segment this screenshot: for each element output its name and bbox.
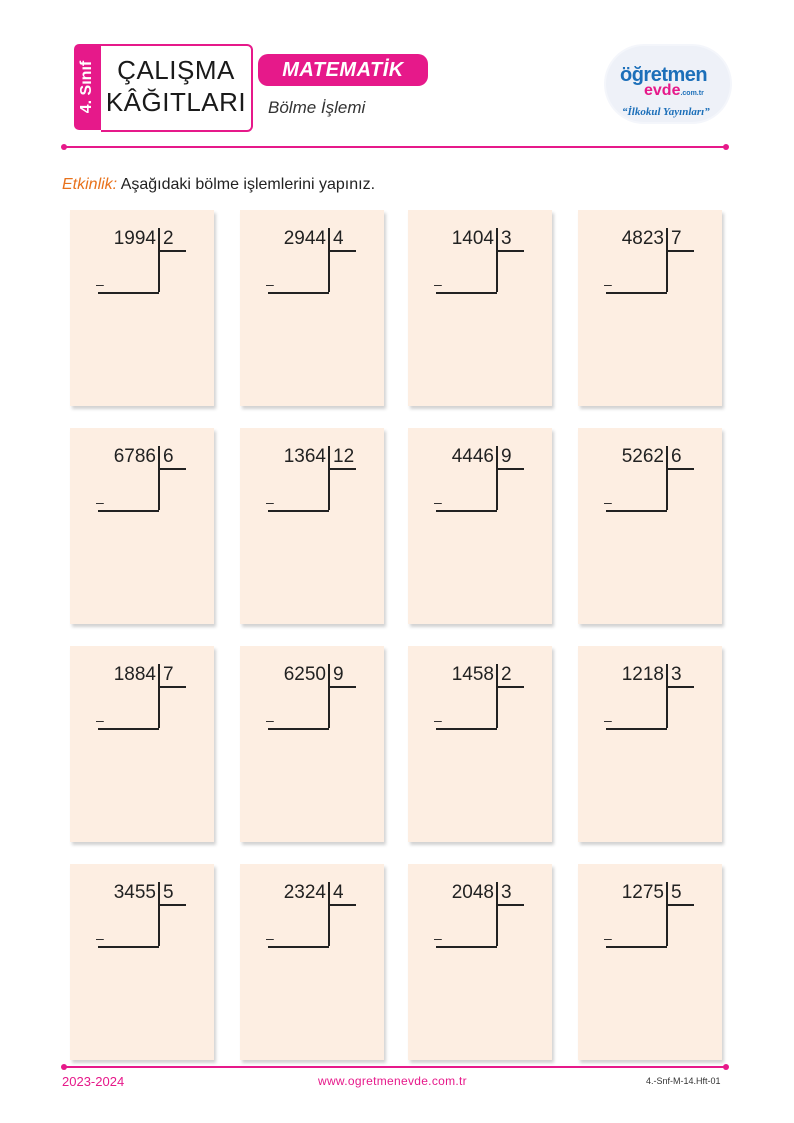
logo-slogan: “İlkokul Yayınları” bbox=[622, 106, 710, 118]
long-division bbox=[408, 864, 552, 964]
subtraction-line bbox=[268, 728, 329, 730]
dividend: 1218 bbox=[621, 664, 664, 685]
quotient-line bbox=[666, 686, 694, 688]
dividend: 1364 bbox=[283, 446, 326, 467]
activity-instruction bbox=[62, 176, 375, 194]
minus-sign: – bbox=[96, 930, 104, 946]
quotient-line bbox=[496, 468, 524, 470]
long-division bbox=[578, 428, 722, 528]
minus-sign: – bbox=[604, 494, 612, 510]
division-vertical-line bbox=[158, 882, 160, 946]
title-line-1: ÇALIŞMA bbox=[117, 55, 235, 85]
division-vertical-line bbox=[666, 882, 668, 946]
quotient-line bbox=[328, 250, 356, 252]
footer-divider bbox=[64, 1066, 726, 1068]
activity-text: Aşağıdaki bölme işlemlerini yapınız. bbox=[120, 176, 376, 193]
divisor: 3 bbox=[671, 664, 682, 685]
worksheet-title bbox=[101, 44, 253, 132]
long-division bbox=[578, 646, 722, 746]
logo-brand-suffix: .com.tr bbox=[680, 90, 704, 97]
subtraction-line bbox=[98, 728, 159, 730]
long-division bbox=[70, 646, 214, 746]
minus-sign: – bbox=[96, 276, 104, 292]
quotient-line bbox=[158, 904, 186, 906]
divisor: 4 bbox=[333, 228, 344, 249]
quotient-line bbox=[328, 904, 356, 906]
long-division bbox=[240, 210, 384, 310]
quotient-line bbox=[666, 904, 694, 906]
minus-sign: – bbox=[604, 276, 612, 292]
divisor: 3 bbox=[501, 882, 512, 903]
minus-sign: – bbox=[604, 712, 612, 728]
title-line-2: KÂĞITLARI bbox=[105, 87, 247, 117]
minus-sign: – bbox=[266, 494, 274, 510]
dividend: 5262 bbox=[621, 446, 664, 467]
minus-sign: – bbox=[434, 712, 442, 728]
subtraction-line bbox=[98, 510, 159, 512]
dividend: 6786 bbox=[113, 446, 156, 467]
divisor: 7 bbox=[163, 664, 174, 685]
quotient-line bbox=[328, 686, 356, 688]
divisor: 12 bbox=[333, 446, 355, 467]
division-vertical-line bbox=[496, 882, 498, 946]
minus-sign: – bbox=[434, 930, 442, 946]
long-division bbox=[578, 864, 722, 964]
divisor: 9 bbox=[501, 446, 512, 467]
grade-label: 4. Sınıf bbox=[78, 60, 96, 114]
header-divider bbox=[64, 146, 726, 148]
quotient-line bbox=[158, 468, 186, 470]
logo-brand-top: öğretmen bbox=[620, 64, 708, 86]
footer-code: 4.-Snf-M-14.Hft-01 bbox=[646, 1076, 721, 1086]
minus-sign: – bbox=[434, 494, 442, 510]
long-division bbox=[408, 210, 552, 310]
divisor: 2 bbox=[163, 228, 174, 249]
dividend: 4823 bbox=[621, 228, 664, 249]
quotient-line bbox=[496, 250, 524, 252]
long-division bbox=[408, 428, 552, 528]
minus-sign: – bbox=[266, 712, 274, 728]
footer-url: www.ogretmenevde.com.tr bbox=[318, 1074, 467, 1088]
logo-brand-bottom-text: evde bbox=[644, 82, 681, 99]
subject-badge: MATEMATİK bbox=[258, 54, 428, 86]
subtraction-line bbox=[436, 292, 497, 294]
subtraction-line bbox=[606, 292, 667, 294]
division-problem-card bbox=[240, 864, 384, 1060]
logo-brand-bottom bbox=[644, 82, 704, 100]
quotient-line bbox=[666, 250, 694, 252]
publisher-logo bbox=[606, 46, 730, 128]
dividend: 1994 bbox=[113, 228, 156, 249]
division-vertical-line bbox=[328, 664, 330, 728]
subtraction-line bbox=[436, 946, 497, 948]
long-division bbox=[70, 864, 214, 964]
long-division bbox=[240, 646, 384, 746]
division-problem-card bbox=[70, 864, 214, 1060]
quotient-line bbox=[328, 468, 356, 470]
long-division bbox=[578, 210, 722, 310]
divisor: 6 bbox=[671, 446, 682, 467]
long-division bbox=[70, 428, 214, 528]
minus-sign: – bbox=[604, 930, 612, 946]
division-vertical-line bbox=[666, 228, 668, 292]
quotient-line bbox=[158, 250, 186, 252]
dividend: 3455 bbox=[113, 882, 156, 903]
minus-sign: – bbox=[96, 494, 104, 510]
division-problem-card bbox=[408, 428, 552, 624]
division-vertical-line bbox=[158, 446, 160, 510]
subtraction-line bbox=[268, 292, 329, 294]
division-problem-card bbox=[578, 864, 722, 1060]
divisor: 9 bbox=[333, 664, 344, 685]
dividend: 2048 bbox=[451, 882, 494, 903]
minus-sign: – bbox=[434, 276, 442, 292]
subtraction-line bbox=[98, 946, 159, 948]
divisor: 4 bbox=[333, 882, 344, 903]
subtraction-line bbox=[606, 728, 667, 730]
dividend: 2324 bbox=[283, 882, 326, 903]
dividend: 6250 bbox=[283, 664, 326, 685]
long-division bbox=[240, 864, 384, 964]
long-division bbox=[408, 646, 552, 746]
subtraction-line bbox=[268, 510, 329, 512]
dividend: 1275 bbox=[621, 882, 664, 903]
division-problem-card bbox=[70, 646, 214, 842]
minus-sign: – bbox=[266, 930, 274, 946]
division-vertical-line bbox=[666, 446, 668, 510]
quotient-line bbox=[496, 904, 524, 906]
dividend: 1458 bbox=[451, 664, 494, 685]
division-vertical-line bbox=[158, 664, 160, 728]
subtraction-line bbox=[436, 728, 497, 730]
division-problem-card bbox=[408, 210, 552, 406]
division-vertical-line bbox=[496, 228, 498, 292]
subtraction-line bbox=[436, 510, 497, 512]
division-problem-card bbox=[578, 210, 722, 406]
division-problem-card bbox=[240, 646, 384, 842]
footer-year: 2023-2024 bbox=[62, 1074, 125, 1089]
dividend: 4446 bbox=[451, 446, 494, 467]
division-problem-card bbox=[70, 428, 214, 624]
division-vertical-line bbox=[496, 446, 498, 510]
division-problem-card bbox=[578, 646, 722, 842]
divisor: 6 bbox=[163, 446, 174, 467]
activity-tag: Etkinlik: bbox=[62, 176, 118, 193]
subtraction-line bbox=[606, 510, 667, 512]
division-vertical-line bbox=[666, 664, 668, 728]
divisor: 7 bbox=[671, 228, 682, 249]
division-vertical-line bbox=[328, 446, 330, 510]
divisor: 5 bbox=[163, 882, 174, 903]
dividend: 2944 bbox=[283, 228, 326, 249]
division-problem-card bbox=[240, 210, 384, 406]
divisor: 5 bbox=[671, 882, 682, 903]
division-vertical-line bbox=[496, 664, 498, 728]
division-vertical-line bbox=[328, 228, 330, 292]
minus-sign: – bbox=[266, 276, 274, 292]
division-vertical-line bbox=[158, 228, 160, 292]
division-problem-card bbox=[578, 428, 722, 624]
division-problem-card bbox=[70, 210, 214, 406]
minus-sign: – bbox=[96, 712, 104, 728]
quotient-line bbox=[496, 686, 524, 688]
long-division bbox=[240, 428, 384, 528]
subtraction-line bbox=[606, 946, 667, 948]
quotient-line bbox=[158, 686, 186, 688]
long-division bbox=[70, 210, 214, 310]
quotient-line bbox=[666, 468, 694, 470]
divisor: 2 bbox=[501, 664, 512, 685]
dividend: 1404 bbox=[451, 228, 494, 249]
divisor: 3 bbox=[501, 228, 512, 249]
subtraction-line bbox=[268, 946, 329, 948]
subtraction-line bbox=[98, 292, 159, 294]
division-problem-card bbox=[408, 864, 552, 1060]
division-vertical-line bbox=[328, 882, 330, 946]
grade-tab bbox=[74, 44, 101, 130]
dividend: 1884 bbox=[113, 664, 156, 685]
division-problem-card bbox=[408, 646, 552, 842]
division-problem-card bbox=[240, 428, 384, 624]
topic-label: Bölme İşlemi bbox=[268, 98, 366, 117]
